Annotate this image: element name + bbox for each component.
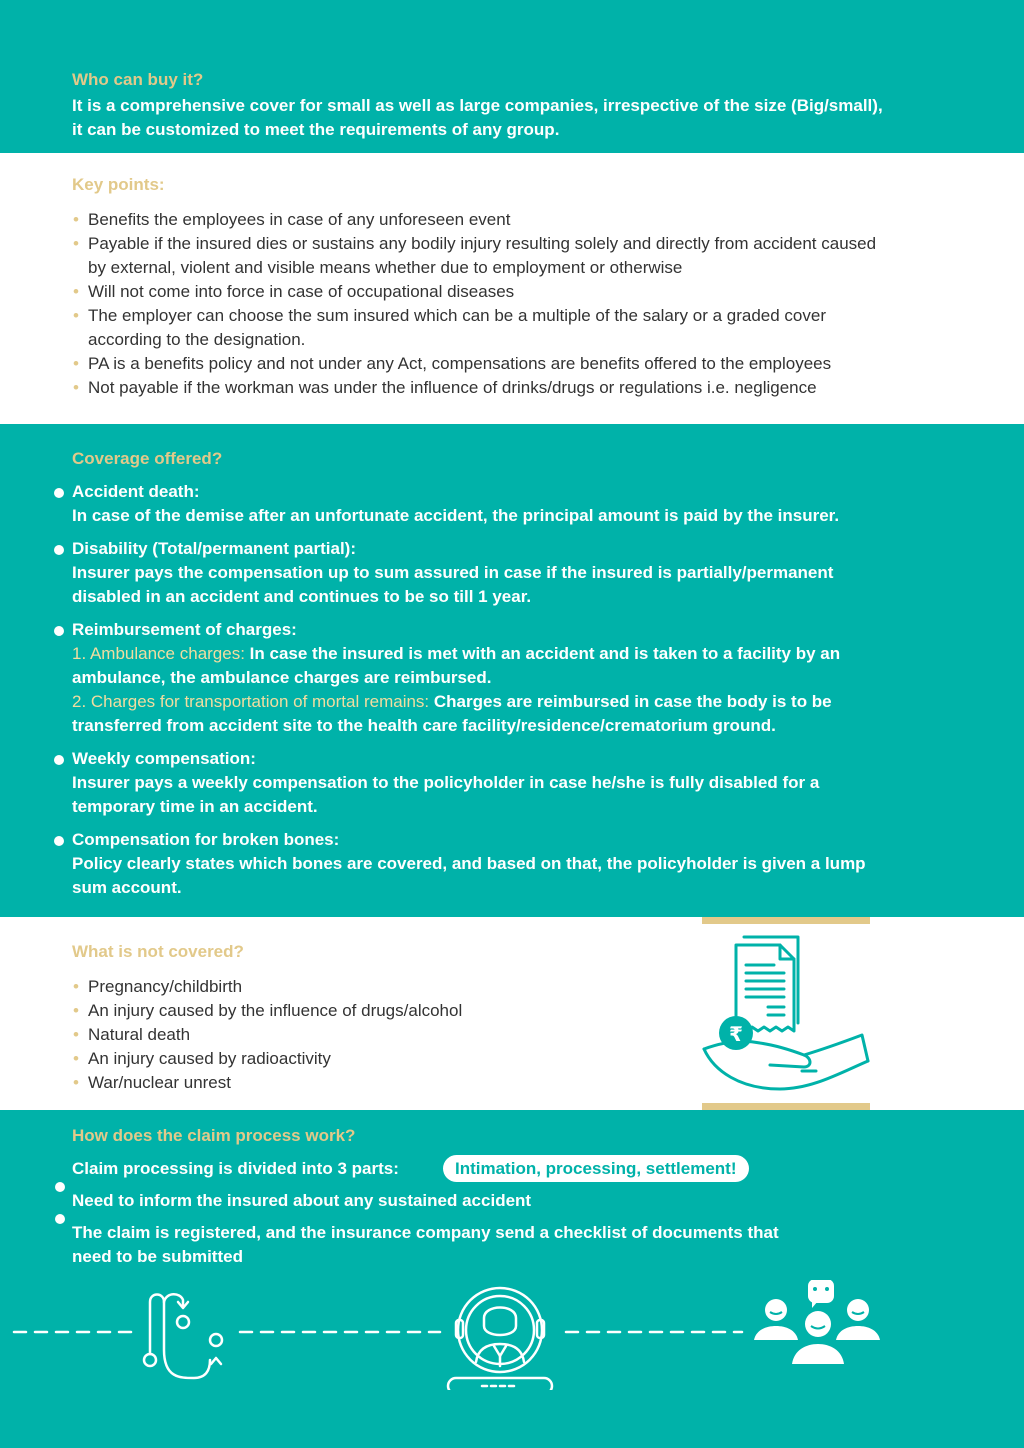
claim-illustration-row bbox=[0, 1280, 1024, 1390]
claim-step-2: The claim is registered, and the insurance company send a checklist of documents that need to be submitted bbox=[72, 1223, 779, 1266]
who-body bbox=[72, 94, 962, 142]
list-item: • An injury caused by the influence of drugs/alcohol bbox=[73, 1001, 463, 1020]
document-hand-icon bbox=[700, 931, 872, 1101]
key-points-list bbox=[72, 208, 952, 400]
claim-parts-pill: Intimation, processing, settlement! bbox=[443, 1155, 749, 1182]
claim-heading: How does the claim process work? bbox=[72, 1126, 356, 1145]
who-can-buy-section bbox=[0, 0, 1024, 153]
list-item: • Will not come into force in case of occupational diseases bbox=[73, 282, 515, 301]
coverage-reimbursement: Reimbursement of charges: 1. Ambulance charges: In case the insured is met with an accident and is taken to a facility by an ambulance, the ambulance charges are reimbursed. 2. Charges for transportation of mortal remains: Charges are reimbursed in case the body is to be transferred from accident site to the health care facility/residence/crematorium ground. bbox=[72, 618, 962, 738]
coverage-disability: Disability (Total/permanent partial): Insurer pays the compensation up to sum assured in case if the insured is partially/permanent disabled in an accident and continues to be so till 1 year. bbox=[72, 537, 962, 609]
list-item: • War/nuclear unrest bbox=[73, 1073, 231, 1092]
bullet-dot bbox=[55, 1182, 65, 1192]
not-covered-section bbox=[0, 917, 1024, 1110]
bullet-dot bbox=[54, 545, 64, 555]
illustration-bottom-bar bbox=[702, 1103, 870, 1110]
list-item: • Payable if the insured dies or sustains any bodily injury resulting solely and directly from accident caused by external, violent and visible means whether due to employment or otherwise bbox=[73, 234, 877, 277]
list-item: • Not payable if the workman was under the influence of drinks/drugs or regulations i.e. negligence bbox=[73, 378, 817, 397]
coverage-broken-bones: Compensation for broken bones: Policy clearly states which bones are covered, and based on that, the policyholder is given a lump sum account. bbox=[72, 828, 962, 900]
coverage-weekly: Weekly compensation: Insurer pays a weekly compensation to the policyholder in case he/she is fully disabled for a temporary time in an accident. bbox=[72, 747, 962, 819]
who-line-2: it can be customized to meet the requirements of any group. bbox=[72, 120, 560, 139]
who-heading: Who can buy it? bbox=[72, 70, 204, 89]
illustration-top-bar bbox=[702, 917, 870, 924]
bullet-dot bbox=[54, 755, 64, 765]
process-flow-icon bbox=[144, 1294, 222, 1378]
list-item: • An injury caused by radioactivity bbox=[73, 1049, 331, 1068]
list-item: • Benefits the employees in case of any unforeseen event bbox=[73, 210, 511, 229]
claim-section bbox=[0, 1110, 1024, 1448]
list-item: • Natural death bbox=[73, 1025, 191, 1044]
list-item: • Pregnancy/childbirth bbox=[73, 977, 243, 996]
support-agent-icon bbox=[448, 1288, 552, 1390]
list-item: • PA is a benefits policy and not under any Act, compensations are benefits offered to the employees bbox=[73, 354, 832, 373]
coverage-heading: Coverage offered? bbox=[72, 449, 223, 468]
people-group-icon bbox=[754, 1280, 880, 1364]
key-points-heading: Key points: bbox=[72, 175, 165, 194]
rupee-icon: ₹ bbox=[729, 1022, 743, 1046]
who-line-1: It is a comprehensive cover for small as well as large companies, irrespective of the size (Big/small), bbox=[72, 96, 883, 115]
list-item: • The employer can choose the sum insured which can be a multiple of the salary or a graded cover according to the designation. bbox=[73, 306, 827, 349]
key-points-section bbox=[0, 153, 1024, 424]
coverage-section bbox=[0, 424, 1024, 917]
claim-step-1: Need to inform the insured about any sustained accident bbox=[72, 1191, 532, 1210]
bullet-dot bbox=[55, 1214, 65, 1224]
bullet-dot bbox=[54, 488, 64, 498]
not-covered-heading: What is not covered? bbox=[72, 942, 244, 961]
claim-intro: Claim processing is divided into 3 parts: bbox=[72, 1159, 399, 1178]
not-covered-list bbox=[72, 975, 632, 1095]
bullet-dot bbox=[54, 836, 64, 846]
bullet-dot bbox=[54, 626, 64, 636]
coverage-accident-death: Accident death: In case of the demise after an unfortunate accident, the principal amount is paid by the insurer. bbox=[72, 480, 962, 528]
